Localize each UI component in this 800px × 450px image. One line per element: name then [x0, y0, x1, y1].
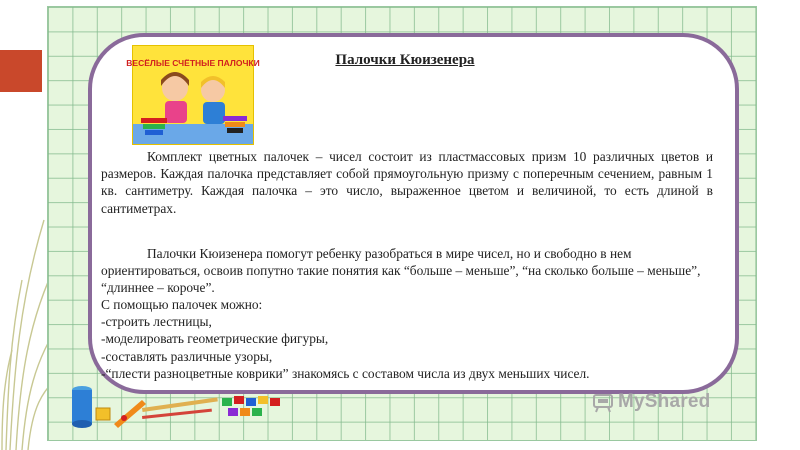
- left-accent-bar: [0, 50, 42, 92]
- watermark-brand-name: MyShared: [618, 391, 711, 412]
- paragraph-description: Комплект цветных палочек – чисел состоит из пластмассовых призм 10 различных цветов и размеров. Каждая палочка представляет собой прямоугольную призму с поперечным сечением, равным 1 кв. сантиметру. Каждая палочка – это число, выраженное цветом и величиной, то есть длиной в сантиметрах.: [101, 149, 713, 216]
- book-cover-image: [126, 45, 260, 145]
- school-supplies-decoration: [64, 378, 224, 438]
- paragraph-benefits: Палочки Кюизенера помогут ребенку разобраться в мире чисел, но и свободно в нем ориентироваться, освоив попутно такие понятия как “больше – меньше”, “на сколько больше – меньше”, “длиннее – короче”.: [101, 246, 701, 296]
- list-item: -составлять различные узоры,: [101, 348, 273, 364]
- list-item: -“плести разноцветные коврики” знакомясь с составом числа из двух меньших чисел.: [101, 365, 590, 381]
- list-item: -моделировать геометрические фигуры,: [101, 331, 329, 347]
- usage-list-intro: С помощью палочек можно:: [101, 297, 263, 312]
- page-title: Палочки Кюизенера: [335, 52, 475, 68]
- watermark: [592, 390, 710, 414]
- blocks-decoration: [222, 394, 282, 418]
- myshared-logo-icon: [592, 391, 614, 413]
- list-item: -строить лестницы,: [101, 314, 212, 330]
- book-cover-title: ВЕСЁЛЫЕ СЧЁТНЫЕ ПАЛОЧКИ: [126, 58, 260, 68]
- usage-list: [101, 296, 713, 382]
